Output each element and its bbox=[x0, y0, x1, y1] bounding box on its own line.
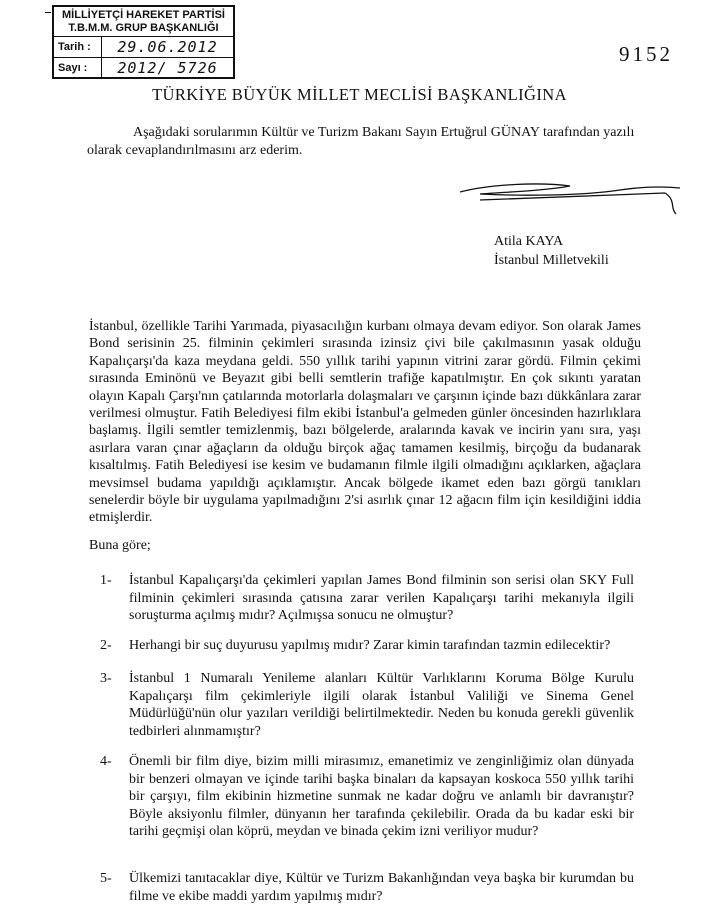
question-item bbox=[100, 870, 634, 905]
stamp-tick-mark bbox=[45, 12, 51, 13]
question-text: Herhangi bir suç duyurusu yapılmış mıdır? Zarar kimin tarafından tazmin edilecektir? bbox=[129, 638, 611, 653]
question-item bbox=[100, 637, 634, 655]
question-number: 2- bbox=[100, 638, 112, 653]
question-item bbox=[100, 572, 634, 625]
registry-stamp bbox=[52, 5, 235, 79]
stamp-date-row bbox=[54, 37, 233, 58]
stamp-date-value: 29.06.2012 bbox=[117, 38, 218, 56]
signer-name: Atila KAYA bbox=[494, 234, 564, 249]
buna-gore-label: Buna göre; bbox=[89, 538, 151, 553]
stamp-date-label: Tarih : bbox=[54, 37, 102, 57]
document-number: 9152 bbox=[619, 42, 673, 66]
question-item bbox=[100, 670, 634, 740]
stamp-number-value: 2012/ 5726 bbox=[117, 59, 218, 77]
question-number: 1- bbox=[100, 573, 112, 588]
question-number: 4- bbox=[100, 754, 112, 769]
intro-text: Aşağıdaki sorularımın Kültür ve Turizm Bakanı Sayın Ertuğrul GÜNAY tarafından yazılı olarak cevaplandırılmasını arz ederim. bbox=[87, 125, 635, 158]
page-title: TÜRKİYE BÜYÜK MİLLET MECLİSİ BAŞKANLIĞINA bbox=[152, 85, 567, 104]
stamp-number-label: Sayı : bbox=[54, 58, 102, 78]
question-text: İstanbul Kapalıçarşı'da çekimleri yapılan James Bond filminin son serisi olan SKY Full filminin çekimleri sırasında çatısına zarar verilen Kapalıçarşı tarihi mekanıyla ilgili soruşturma açılmış mıdır? Açılmışsa sonucu ne olmuştur? bbox=[129, 573, 634, 624]
stamp-group-name: T.B.M.M. GRUP BAŞKANLIĞI bbox=[68, 22, 219, 34]
signer-block bbox=[494, 232, 609, 270]
body-paragraph: İstanbul, özellikle Tarihi Yarımada, piyasacılığın kurbanı olmaya devam ediyor. Son olarak James Bond serisinin 25. filminin çekimleri sırasında izinsiz çivi bile çakılmasının yasak olduğu Kapalıçarşı'da kaza meydana geldi. 550 yıllık tarihi yapının vitrini zarar gördü. Filmin çekimi sırasında Eminönü ve Beyazıt gibi belli semtlerin trafiğe kapatılmıştır. En çok sıkıntı yaratan olayın Kapalı Çarşı'nın çatılarında motorlarla dolaşmaları ve çarşının içinde bazı dükkânlara zarar verilmesi olmuştur. Fatih Belediyesi film ekibi İstanbul'a gelmeden günler öncesinden hazırlıklara başlamış. İlgili semtler temizlenmiş, bazı bölgelerde, aralarında kavak ve incirin yanı sıra, yaşı asırlara varan çınar ağaçların da olduğu birçok ağaç tamamen kesilmiş, birçoğu da budanarak kısaltılmış. Fatih Belediyesi ise kesim ve budamanın filmle ilgili olmadığını açıklarken, ağaçlara mevsimsel budama yapıldığı açıklamıştır. Ancak bölgede ikamet eden bazı görgü tanıkları senelerdir böyle bir uygulama yapılmadığını 2'si asırlık çınar 12 ağacın film için kesildiğini iddia etmişlerdir. bbox=[89, 319, 641, 526]
signer-title: İstanbul Milletvekili bbox=[494, 253, 609, 268]
question-number: 5- bbox=[100, 871, 112, 886]
question-text: Önemli bir film diye, bizim milli mirasımız, emanetimiz ve zenginliğimiz olan dünyada bir benzeri olmayan ve içinde tarihi başka binaları da kapsayan koskoca 550 yıllık tarihi bir çarşıyı, film ekibinin hizmetine sunmak ne kadar doğru ve anlamlı bir davranıştır? Böyle aksiyonlu filmler, dünyanın her tarafında çekilebilir. Orada da bu kadar eski bir tarihi geçmişi olan köprü, meydan ve binada çekim izni veriliyor mudur? bbox=[129, 754, 634, 840]
stamp-number-row bbox=[54, 58, 233, 78]
question-text: Ülkemizi tanıtacaklar diye, Kültür ve Turizm Bakanlığından veya başka bir kurumdan bu filme ve ekibe maddi yardım yapılmış mıdır? bbox=[129, 871, 634, 904]
stamp-party-name: MİLLİYETÇİ HAREKET PARTİSİ bbox=[62, 9, 225, 21]
question-number: 3- bbox=[100, 671, 112, 686]
question-item bbox=[100, 753, 634, 841]
stamp-header bbox=[54, 7, 233, 37]
question-text: İstanbul 1 Numaralı Yenileme alanları Kültür Varlıklarını Koruma Bölge Kurulu Kapalıçarşı film çekimleriyle ilgili olarak İstanbul Valiliği ve Sinema Genel Müdürlüğü'nün olur yazıları verildiği belirtilmektedir. Neden bu konuda gerekli güvenlik tedbirleri alınmamıştır? bbox=[129, 671, 634, 739]
handwritten-signature bbox=[450, 176, 690, 222]
intro-paragraph bbox=[87, 124, 637, 160]
